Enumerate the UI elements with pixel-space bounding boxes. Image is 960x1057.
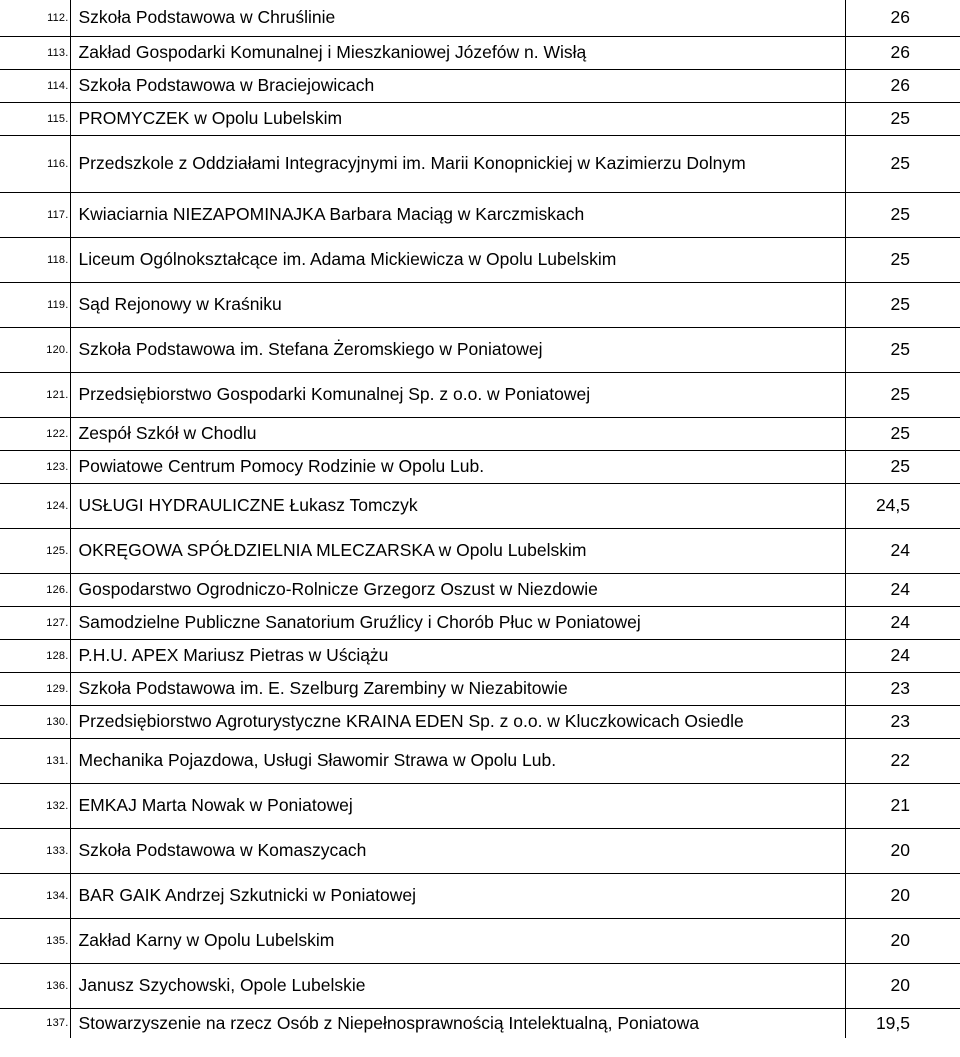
points-cell: 24,5 (845, 483, 960, 528)
rank-cell: 128. (0, 639, 70, 672)
table-row (0, 372, 960, 417)
table-row (0, 102, 960, 135)
organization-name-cell: Stowarzyszenie na rzecz Osób z Niepełnosprawnością Intelektualną, Poniatowa (70, 1008, 845, 1038)
rank-cell: 127. (0, 606, 70, 639)
points-cell: 20 (845, 963, 960, 1008)
rank-cell: 135. (0, 918, 70, 963)
rank-cell: 134. (0, 873, 70, 918)
rank-cell: 124. (0, 483, 70, 528)
organization-name-cell: Janusz Szychowski, Opole Lubelskie (70, 963, 845, 1008)
table-row (0, 237, 960, 282)
table-row (0, 606, 960, 639)
table-row (0, 417, 960, 450)
rank-cell: 131. (0, 738, 70, 783)
organization-name-cell: Liceum Ogólnokształcące im. Adama Mickiewicza w Opolu Lubelskim (70, 237, 845, 282)
organization-name-cell: BAR GAIK Andrzej Szkutnicki w Poniatowej (70, 873, 845, 918)
rank-cell: 130. (0, 705, 70, 738)
table-row (0, 573, 960, 606)
organization-name-cell: Kwiaciarnia NIEZAPOMINAJKA Barbara Maciąg w Karczmiskach (70, 192, 845, 237)
organization-name-cell: EMKAJ Marta Nowak w Poniatowej (70, 783, 845, 828)
organization-name-cell: Szkoła Podstawowa w Komaszycach (70, 828, 845, 873)
table-row (0, 639, 960, 672)
points-cell: 24 (845, 606, 960, 639)
table-row (0, 783, 960, 828)
points-cell: 19,5 (845, 1008, 960, 1038)
organization-name-cell: USŁUGI HYDRAULICZNE Łukasz Tomczyk (70, 483, 845, 528)
rank-cell: 120. (0, 327, 70, 372)
table-row (0, 828, 960, 873)
points-cell: 25 (845, 417, 960, 450)
table-row (0, 705, 960, 738)
points-cell: 20 (845, 873, 960, 918)
points-cell: 25 (845, 450, 960, 483)
table-row (0, 483, 960, 528)
table-row (0, 450, 960, 483)
rank-cell: 137. (0, 1008, 70, 1038)
table-row (0, 282, 960, 327)
table-row (0, 0, 960, 36)
points-cell: 25 (845, 372, 960, 417)
points-cell: 26 (845, 69, 960, 102)
organization-name-cell: Szkoła Podstawowa w Braciejowicach (70, 69, 845, 102)
table-row (0, 1008, 960, 1038)
rank-cell: 116. (0, 135, 70, 192)
rank-cell: 125. (0, 528, 70, 573)
organization-name-cell: Przedsiębiorstwo Agroturystyczne KRAINA EDEN Sp. z o.o. w Kluczkowicach Osiedle (70, 705, 845, 738)
rank-cell: 118. (0, 237, 70, 282)
table-row (0, 672, 960, 705)
table-row (0, 327, 960, 372)
points-cell: 20 (845, 828, 960, 873)
table-row (0, 36, 960, 69)
organization-name-cell: Sąd Rejonowy w Kraśniku (70, 282, 845, 327)
points-cell: 26 (845, 36, 960, 69)
organization-name-cell: Przedsiębiorstwo Gospodarki Komunalnej Sp. z o.o. w Poniatowej (70, 372, 845, 417)
points-cell: 20 (845, 918, 960, 963)
points-cell: 25 (845, 135, 960, 192)
points-cell: 21 (845, 783, 960, 828)
points-cell: 24 (845, 528, 960, 573)
points-cell: 24 (845, 573, 960, 606)
organization-name-cell: Zespół Szkół w Chodlu (70, 417, 845, 450)
table-row (0, 918, 960, 963)
rank-cell: 129. (0, 672, 70, 705)
organization-name-cell: Samodzielne Publiczne Sanatorium Gruźlicy i Chorób Płuc w Poniatowej (70, 606, 845, 639)
organization-name-cell: PROMYCZEK w Opolu Lubelskim (70, 102, 845, 135)
points-cell: 26 (845, 0, 960, 36)
rank-cell: 114. (0, 69, 70, 102)
points-cell: 24 (845, 639, 960, 672)
points-cell: 25 (845, 192, 960, 237)
points-cell: 25 (845, 237, 960, 282)
organization-name-cell: Gospodarstwo Ogrodniczo-Rolnicze Grzegorz Oszust w Niezdowie (70, 573, 845, 606)
rank-cell: 122. (0, 417, 70, 450)
table-row (0, 135, 960, 192)
organization-name-cell: Zakład Gospodarki Komunalnej i Mieszkaniowej Józefów n. Wisłą (70, 36, 845, 69)
organization-name-cell: Mechanika Pojazdowa, Usługi Sławomir Strawa w Opolu Lub. (70, 738, 845, 783)
points-cell: 23 (845, 672, 960, 705)
rank-cell: 113. (0, 36, 70, 69)
organization-name-cell: Przedszkole z Oddziałami Integracyjnymi im. Marii Konopnickiej w Kazimierzu Dolnym (70, 135, 845, 192)
organization-name-cell: Szkoła Podstawowa im. Stefana Żeromskiego w Poniatowej (70, 327, 845, 372)
table-row (0, 738, 960, 783)
table-row (0, 528, 960, 573)
points-cell: 23 (845, 705, 960, 738)
rank-cell: 119. (0, 282, 70, 327)
rank-cell: 136. (0, 963, 70, 1008)
rank-cell: 126. (0, 573, 70, 606)
table-row (0, 963, 960, 1008)
organization-name-cell: Szkoła Podstawowa w Chruślinie (70, 0, 845, 36)
organization-name-cell: Szkoła Podstawowa im. E. Szelburg Zarembiny w Niezabitowie (70, 672, 845, 705)
points-cell: 25 (845, 327, 960, 372)
rank-cell: 121. (0, 372, 70, 417)
points-cell: 25 (845, 102, 960, 135)
organization-name-cell: Zakład Karny w Opolu Lubelskim (70, 918, 845, 963)
rank-cell: 115. (0, 102, 70, 135)
rank-cell: 112. (0, 0, 70, 36)
organization-name-cell: P.H.U. APEX Mariusz Pietras w Uściążu (70, 639, 845, 672)
points-cell: 25 (845, 282, 960, 327)
organization-name-cell: OKRĘGOWA SPÓŁDZIELNIA MLECZARSKA w Opolu Lubelskim (70, 528, 845, 573)
points-cell: 22 (845, 738, 960, 783)
organization-name-cell: Powiatowe Centrum Pomocy Rodzinie w Opolu Lub. (70, 450, 845, 483)
rank-cell: 133. (0, 828, 70, 873)
table-row (0, 873, 960, 918)
rank-cell: 132. (0, 783, 70, 828)
rank-cell: 117. (0, 192, 70, 237)
table-row (0, 192, 960, 237)
rank-cell: 123. (0, 450, 70, 483)
table-row (0, 69, 960, 102)
